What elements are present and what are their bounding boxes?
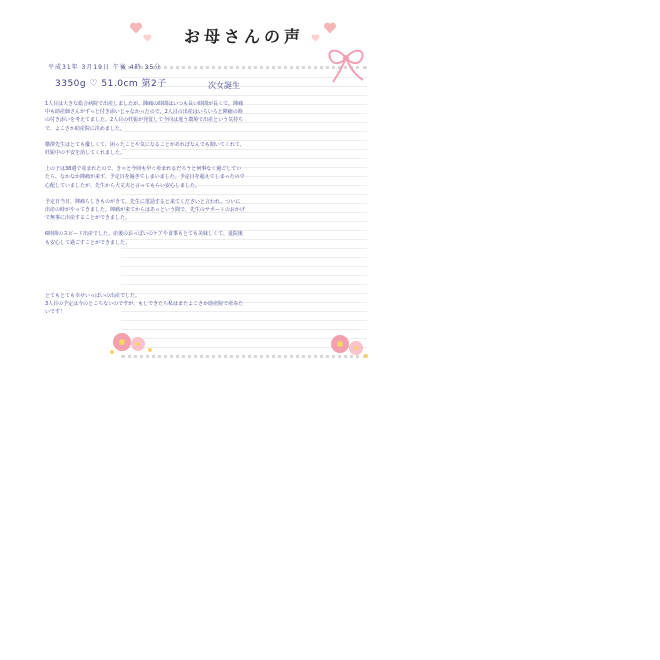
closing-line: 3人目の予定は今のところないのですが、もしできたら私はまたよこさか助産院で産みたいです！ xyxy=(45,301,244,316)
heart-icon xyxy=(323,22,337,34)
paragraph: 横澤先生はとても優しくて、困ったことや気になることがあればなんでも聞いてくれて、妊娠中の不安を消してくれました。 xyxy=(45,141,245,157)
paragraph: 上の子は38週で産まれたので、きっと今回も早く産まれるだろうと何事なく過ごしていたら、なかなか陣痛が来ず、予定日を過ぎてしまいました。予定日を超えてしまったので心配していましたが、先生から大丈夫と言ってもらい安心しました。 xyxy=(45,166,245,189)
paragraph: 1人目は大きな総合病院で出産しましたが、陣痛の時間はいつも長い時間が長くて、陣痛中も助産師さんがずっと付き添いじゃなかったので、2人目の出産はいろいろと陣痛の時の付き添いを考えてました。2人目の妊娠が発覚して今回は違う環境で出産という気持ちで、よこさか助産院に決めました。 xyxy=(45,101,244,132)
page-title: お母さんの声 xyxy=(183,27,304,46)
heart-icon xyxy=(311,34,320,42)
closing-line: とてもとても幸せいっぱいの出産でした。 xyxy=(45,293,141,299)
paragraph: 予定日当日、陣痛らしきものがきて、先生に電話すると来てくださいと言われ、ついに出産の時がやってきました。陣痛が来てからはあっという間で、先生のサポートのおかげで無事に出産することができました。 xyxy=(45,198,245,222)
flower-icon xyxy=(322,330,370,360)
birth-label: 次女誕生 xyxy=(208,81,240,90)
flower-icon xyxy=(108,326,156,356)
testimonial-closing xyxy=(45,292,245,317)
ribbon-icon xyxy=(323,44,369,86)
birth-date: 平成31年 3月19日 午後 4時 35分 xyxy=(48,64,162,71)
birth-weight-length: 3350g ♡ 51.0cm 第2子 xyxy=(55,79,167,89)
paragraph: 6時間のスピード出産でした。産後のおっぱいのケアや食事もとても美味しくて、退院後も安心して過ごすことができました。 xyxy=(45,231,243,246)
testimonial-body xyxy=(45,100,245,255)
